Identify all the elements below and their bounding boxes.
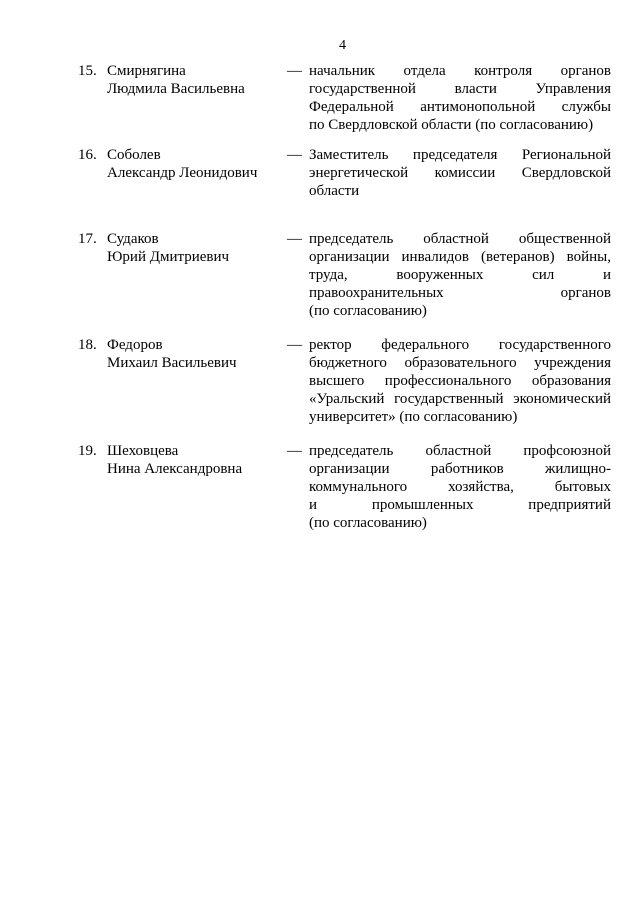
description-line: председатель областной профсоюзной bbox=[309, 443, 611, 459]
surname: Соболев bbox=[107, 147, 161, 163]
entry-number: 17. bbox=[78, 231, 97, 247]
description-line: области bbox=[309, 183, 360, 199]
separator-dash: — bbox=[287, 443, 302, 459]
entry-number: 19. bbox=[78, 443, 97, 459]
separator-dash: — bbox=[287, 337, 302, 353]
description-line: бюджетного образовательного учреждения bbox=[309, 355, 611, 371]
position-description bbox=[309, 230, 611, 320]
description-line: начальник отдела контроля органов bbox=[309, 63, 611, 79]
description-line: Федеральной антимонопольной службы bbox=[309, 99, 611, 115]
description-line: энергетической комиссии Свердловской bbox=[309, 165, 611, 181]
member-name bbox=[107, 62, 287, 98]
member-entry bbox=[0, 146, 640, 230]
description-line: и промышленных предприятий bbox=[309, 497, 611, 513]
description-line: организации работников жилищно- bbox=[309, 461, 611, 477]
given-names: Юрий Дмитриевич bbox=[107, 249, 230, 265]
description-line: Заместитель председателя Региональной bbox=[309, 147, 611, 163]
description-line: (по согласованию) bbox=[309, 515, 427, 531]
surname: Федоров bbox=[107, 337, 163, 353]
description-line: организации инвалидов (ветеранов) войны, bbox=[309, 249, 611, 265]
member-name bbox=[107, 146, 287, 182]
description-line: председатель областной общественной bbox=[309, 231, 611, 247]
surname: Шеховцева bbox=[107, 443, 179, 459]
member-entry bbox=[0, 442, 640, 548]
member-name bbox=[107, 336, 287, 372]
description-line: высшего профессионального образования bbox=[309, 373, 611, 389]
position-description bbox=[309, 62, 611, 134]
description-line: (по согласованию) bbox=[309, 303, 427, 319]
surname: Смирнягина bbox=[107, 63, 186, 79]
description-line: «Уральский государственный экономический bbox=[309, 391, 611, 407]
description-line: государственной власти Управления bbox=[309, 81, 611, 97]
separator-dash: — bbox=[287, 63, 302, 79]
surname: Судаков bbox=[107, 231, 159, 247]
description-line: университет» (по согласованию) bbox=[309, 409, 518, 425]
member-name bbox=[107, 230, 287, 266]
member-entry bbox=[0, 336, 640, 442]
member-entry bbox=[0, 230, 640, 336]
position-description bbox=[309, 442, 611, 532]
given-names: Михаил Васильевич bbox=[107, 355, 237, 371]
description-line: коммунального хозяйства, бытовых bbox=[309, 479, 611, 495]
entry-number: 16. bbox=[78, 147, 97, 163]
position-description bbox=[309, 336, 611, 426]
description-line: правоохранительных органов bbox=[309, 285, 611, 301]
member-entry bbox=[0, 62, 640, 146]
member-name bbox=[107, 442, 287, 478]
page-number: 4 bbox=[339, 38, 346, 53]
description-line: труда, вооруженных сил и bbox=[309, 267, 611, 283]
given-names: Людмила Васильевна bbox=[107, 81, 245, 97]
entry-number: 15. bbox=[78, 63, 97, 79]
description-line: ректор федерального государственного bbox=[309, 337, 611, 353]
given-names: Нина Александровна bbox=[107, 461, 243, 477]
separator-dash: — bbox=[287, 147, 302, 163]
position-description bbox=[309, 146, 611, 200]
entry-number: 18. bbox=[78, 337, 97, 353]
given-names: Александр Леонидович bbox=[107, 165, 258, 181]
separator-dash: — bbox=[287, 231, 302, 247]
member-list bbox=[0, 62, 640, 548]
description-line: по Свердловской области (по согласованию) bbox=[309, 117, 594, 133]
